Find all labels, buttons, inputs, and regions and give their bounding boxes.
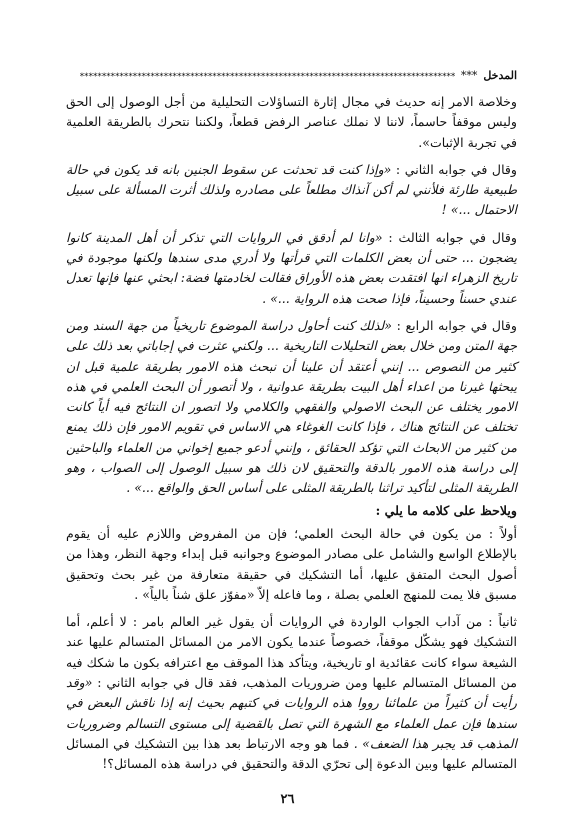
quoted-text: «وإذا كنت قد تحدثت عن سقوط الجنين بانه قد يكون في حالة طبيعية طارئة فلأنني لم أكن آنذاك مطلعاً على مصادره ولذلك أثرت المسألة على سبيل الاحتمال ...» ! (66, 161, 517, 218)
chapter-title: المدخل (483, 69, 517, 82)
paragraph-intro: وقال في جوابه الرابع : (391, 317, 517, 333)
page-number: ٢٦ (280, 792, 295, 807)
paragraph-summary: وخلاصة الامر إنه حديث في مجال إثارة التساؤلات التحليلية من أجل الوصول إلى الحق وليس موقفاً حاسماً، لاننا لا نملك عناصر الرفض قطعاً، ولكننا نتحرك بالطريقة العلمية في تجربة الإثبات». (66, 94, 517, 150)
paragraph-fourth-answer (66, 316, 517, 499)
paragraph-conclusion: فما هو وجه الارتباط بعد هذا بين التشكيك في المسائل المتسالم عليها وبين الدعوة إلى تحرّي الدقة والتحقيق في دراسة هذه المسائل؟! (66, 735, 517, 772)
section-heading: ويلاحظ على كلامه ما يلي : (375, 502, 517, 518)
header-stars: *** (460, 69, 478, 82)
paragraph-second-answer (66, 160, 517, 221)
quoted-text: «وانا لم أدقق في الروايات التي تذكر أن أهل المدينة كانوا يضجون ... حتى أن بعض الكلمات التي قرأتها ولا أدري مدى سندها ولكنها موجودة في تاريخ الزهراء انها افتقدت بعض هذه الأوراق فقالت لخادمتها فضة: ابحثي عنها فإنها تعدل عندي حسناً وحسيناً، فإذا صحت هذه الرواية ...» . (66, 229, 517, 306)
paragraph-intro: ثانياً : من آداب الجواب الواردة في الروايات أن يقول غير العالم بامر : لا أعلم، أما التشكيك فهو يشكّل موقفاً، خصوصاً عندما يكون الامر من المسائل المتسالم عليها عند الشيعة سواء كانت عقائدية او تاريخية، ويتأكد هذا الموقف مع اعترافه بكون ما شكك فيه من المسائل المتسالم عليها ومن ضروريات المذهب، فقد قال في جوابه الثاني : (66, 614, 517, 691)
quoted-text: «لذلك كنت أحاول دراسة الموضوع تاريخياً من جهة السند ومن جهة المتن ومن خلال بعض التحليلات التاريخية ... ولكني عثرت في إجاباتي بعد ذلك على كثير من النصوص ... إنني أعتقد أن علينا أن نبحث هذه الامور بطريقة علمية قبل ان يبحثها غيرنا من اعداء أهل البيت بطريقة عدوانية ، ولا أتصور أن البحث العلمي في هذه الامور يختلف عن البحث الاصولي والفقهي والكلامي ولا اتصور ان النتائج فيه أياً كانت تختلف عن النتائج هناك ، فإذا كانت الغوغاء هي الاساس في تقويم الامور فإن ذلك يمنع من كثير من الابحاث التي تؤكد الحقائق ، وإنني أدعو جميع إخواني من العلماء والباحثين إلى دراسة هذه الامور بالدقة والتحقيق لان ذلك هو سبيل الوصول إلى الصواب ، وهو الطريقة المثلى لتأكيد تراثنا بالطريقة المثلى على أساس الحق والواقع ...» . (66, 317, 517, 496)
running-header (60, 60, 517, 82)
paragraph-second-point (66, 612, 517, 774)
page-body (66, 92, 517, 782)
paragraph-third-answer (66, 228, 517, 309)
paragraph-first-point: أولاً : من يكون في حالة البحث العلمي؛ فإن من المفروض واللازم عليه أن يقوم بالإطلاع الواسع والشامل على مصادر الموضوع وجوانبه قبل إبداء وجهة النظر، وهذا من أصول البحث المتفق عليها، أما التشكيك في حقيقة متعارفة من غير بحث وتحقيق مسبق فلا يمت للمنهج العلمي بصلة ، وما فاعله إلاّ «مفوّز علق شناً بالياً» . (66, 525, 517, 602)
quoted-text: «وقد رأيت أن كثيراً من علمائنا رووا هذه الروايات في كتبهم بحيث إنه إذا ناقش البعض في سندها فإن عمل العلماء مع الشهرة التي تصل بالقضية إلى مستوى التسالم وضروريات المذهب قد يجبر هذا الضعف» . (66, 675, 518, 751)
header-rule: ************************************************************************************* (79, 72, 455, 82)
paragraph-intro: وقال في جوابه الثالث : (382, 229, 517, 245)
paragraph-intro: وقال في جوابه الثاني : (391, 161, 518, 177)
